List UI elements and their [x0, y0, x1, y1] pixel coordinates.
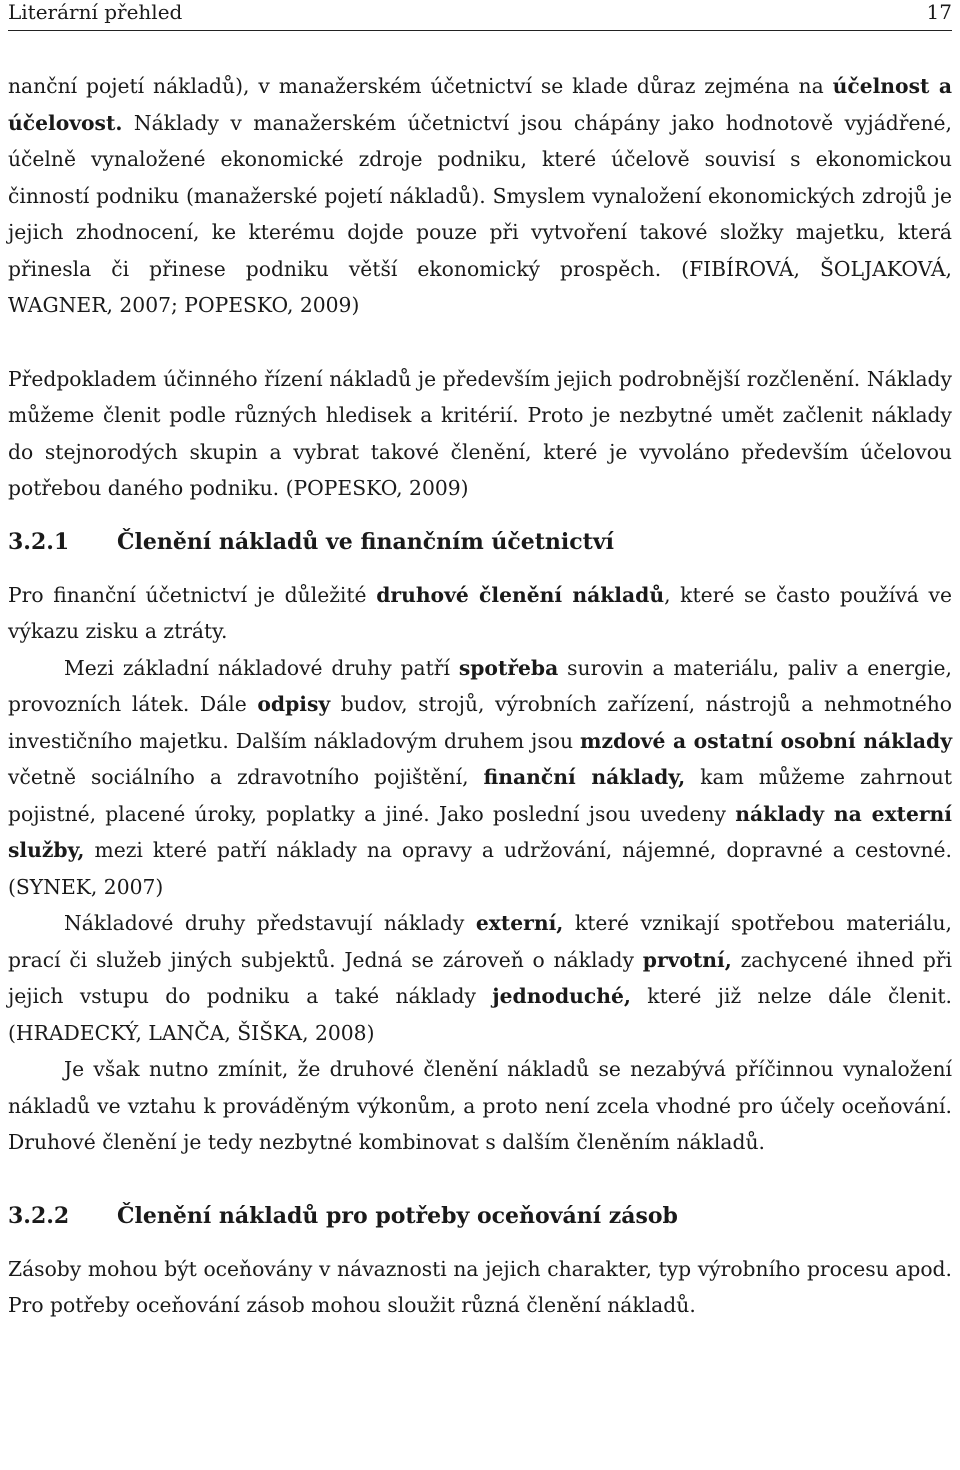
section-number: 3.2.1 [8, 528, 70, 555]
section-title: Členění nákladů pro potřeby oceňování zásob [117, 1202, 678, 1229]
bold-term: jednoduché, [492, 984, 631, 1008]
spacer [8, 560, 952, 577]
paragraph [8, 68, 952, 324]
text-run: , které se často používá ve výkazu zisku a ztráty. [8, 582, 952, 643]
header-title: Literární přehled [8, 0, 183, 24]
spacer [8, 1161, 952, 1198]
paragraph: Předpokladem účinného řízení nákladů je především jejich podrobnější rozčlenění. Náklady můžeme členit podle různých hledisek a kritérií. Proto je nezbytné umět začlenit náklady do stejnorodých skupin a vybrat takové členění, které je vyvoláno především účelovou potřebou daného podniku. (POPESKO, 2009) [8, 366, 952, 500]
running-header [8, 0, 952, 31]
text-run: surovin a materiálu, paliv a energie, provozních látek. Dále [8, 655, 952, 716]
bold-term: mzdové a ostatní osobní náklady [579, 728, 952, 753]
page-body [8, 68, 952, 1324]
bold-term: finanční náklady, [483, 765, 686, 789]
text-run: kam můžeme zahrnout pojistné, placené úroky, poplatky a jiné. Jako poslední jsou uvedeny [8, 765, 953, 826]
text-run: nanční pojetí nákladů), v manažerském účetnictví se klade důraz zejména na [8, 74, 833, 98]
paragraph: Je však nutno zmínit, že druhové členění nákladů se nezabývá příčinnou vynaložení nákladů ve vztahu k prováděným výkonům, a proto není zcela vhodné pro účely oceňování. Druhové členění je tedy nezbytné kombinovat s dalším členěním nákladů. [8, 1057, 952, 1154]
bold-term: externí, [475, 911, 564, 935]
section-heading [8, 1198, 952, 1234]
text-run: včetně sociálního a zdravotního pojištění, [8, 765, 484, 789]
spacer [8, 507, 952, 524]
section-number: 3.2.2 [8, 1202, 70, 1229]
section-title: Členění nákladů ve finančním účetnictví [117, 528, 614, 555]
paragraph [8, 905, 952, 1051]
bold-term: odpisy [257, 692, 331, 716]
paragraph: Zásoby mohou být oceňovány v návaznosti na jejich charakter, typ výrobního procesu apod. Pro potřeby oceňování zásob mohou sloužit různá členění nákladů. [8, 1256, 952, 1317]
text-run: Nákladové druhy představují náklady [64, 911, 476, 935]
bold-term: náklady na externí služby, [8, 801, 952, 862]
text-run: zachycené ihned při jejich vstupu do podniku a také náklady [8, 947, 952, 1008]
paragraph [8, 577, 952, 650]
section-heading [8, 524, 952, 560]
text-run: budov, strojů, výrobních zařízení, nástrojů a nehmotného investičního majetku. Dalším nákladovým druhem jsou [8, 692, 953, 753]
bold-term: druhové členění nákladů [376, 582, 665, 607]
bold-term: spotřeba [458, 655, 559, 680]
spacer [8, 1234, 952, 1251]
text-run: mezi které patří náklady na opravy a udržování, nájemné, dopravné a cestovné. (SYNEK, 2007) [8, 838, 952, 899]
text-run: které vznikají spotřebou materiálu, prací či služeb jiných subjektů. Jedná se zároveň o náklady [8, 911, 952, 972]
text-run: Mezi základní nákladové druhy patří [64, 655, 459, 680]
paragraph [8, 650, 952, 906]
text-run: které již nelze dále členit. (HRADECKÝ, LANČA, ŠIŠKA, 2008) [8, 984, 952, 1045]
text-run: Pro finanční účetnictví je důležité [8, 582, 377, 607]
bold-term: účelnost a účelovost. [8, 74, 953, 135]
page-number: 17 [926, 0, 952, 24]
spacer [8, 324, 952, 361]
text-run: Náklady v manažerském účetnictví jsou chápány jako hodnotově vyjádřené, účelně vynaložené ekonomické zdroje podniku, které účelově souvisí s ekonomickou činností podniku (manažerské pojetí nákladů). Smyslem vynaložení ekonomických zdrojů je jejich zhodnocení, ke kterému dojde pouze při vytvoření takové složky majetku, která přinesla či přinese podniku větší ekonomický prospěch. (FIBÍROVÁ, ŠOLJAKOVÁ, WAGNER, 2007; POPESKO, 2009) [8, 110, 952, 317]
bold-term: prvotní, [642, 947, 732, 972]
